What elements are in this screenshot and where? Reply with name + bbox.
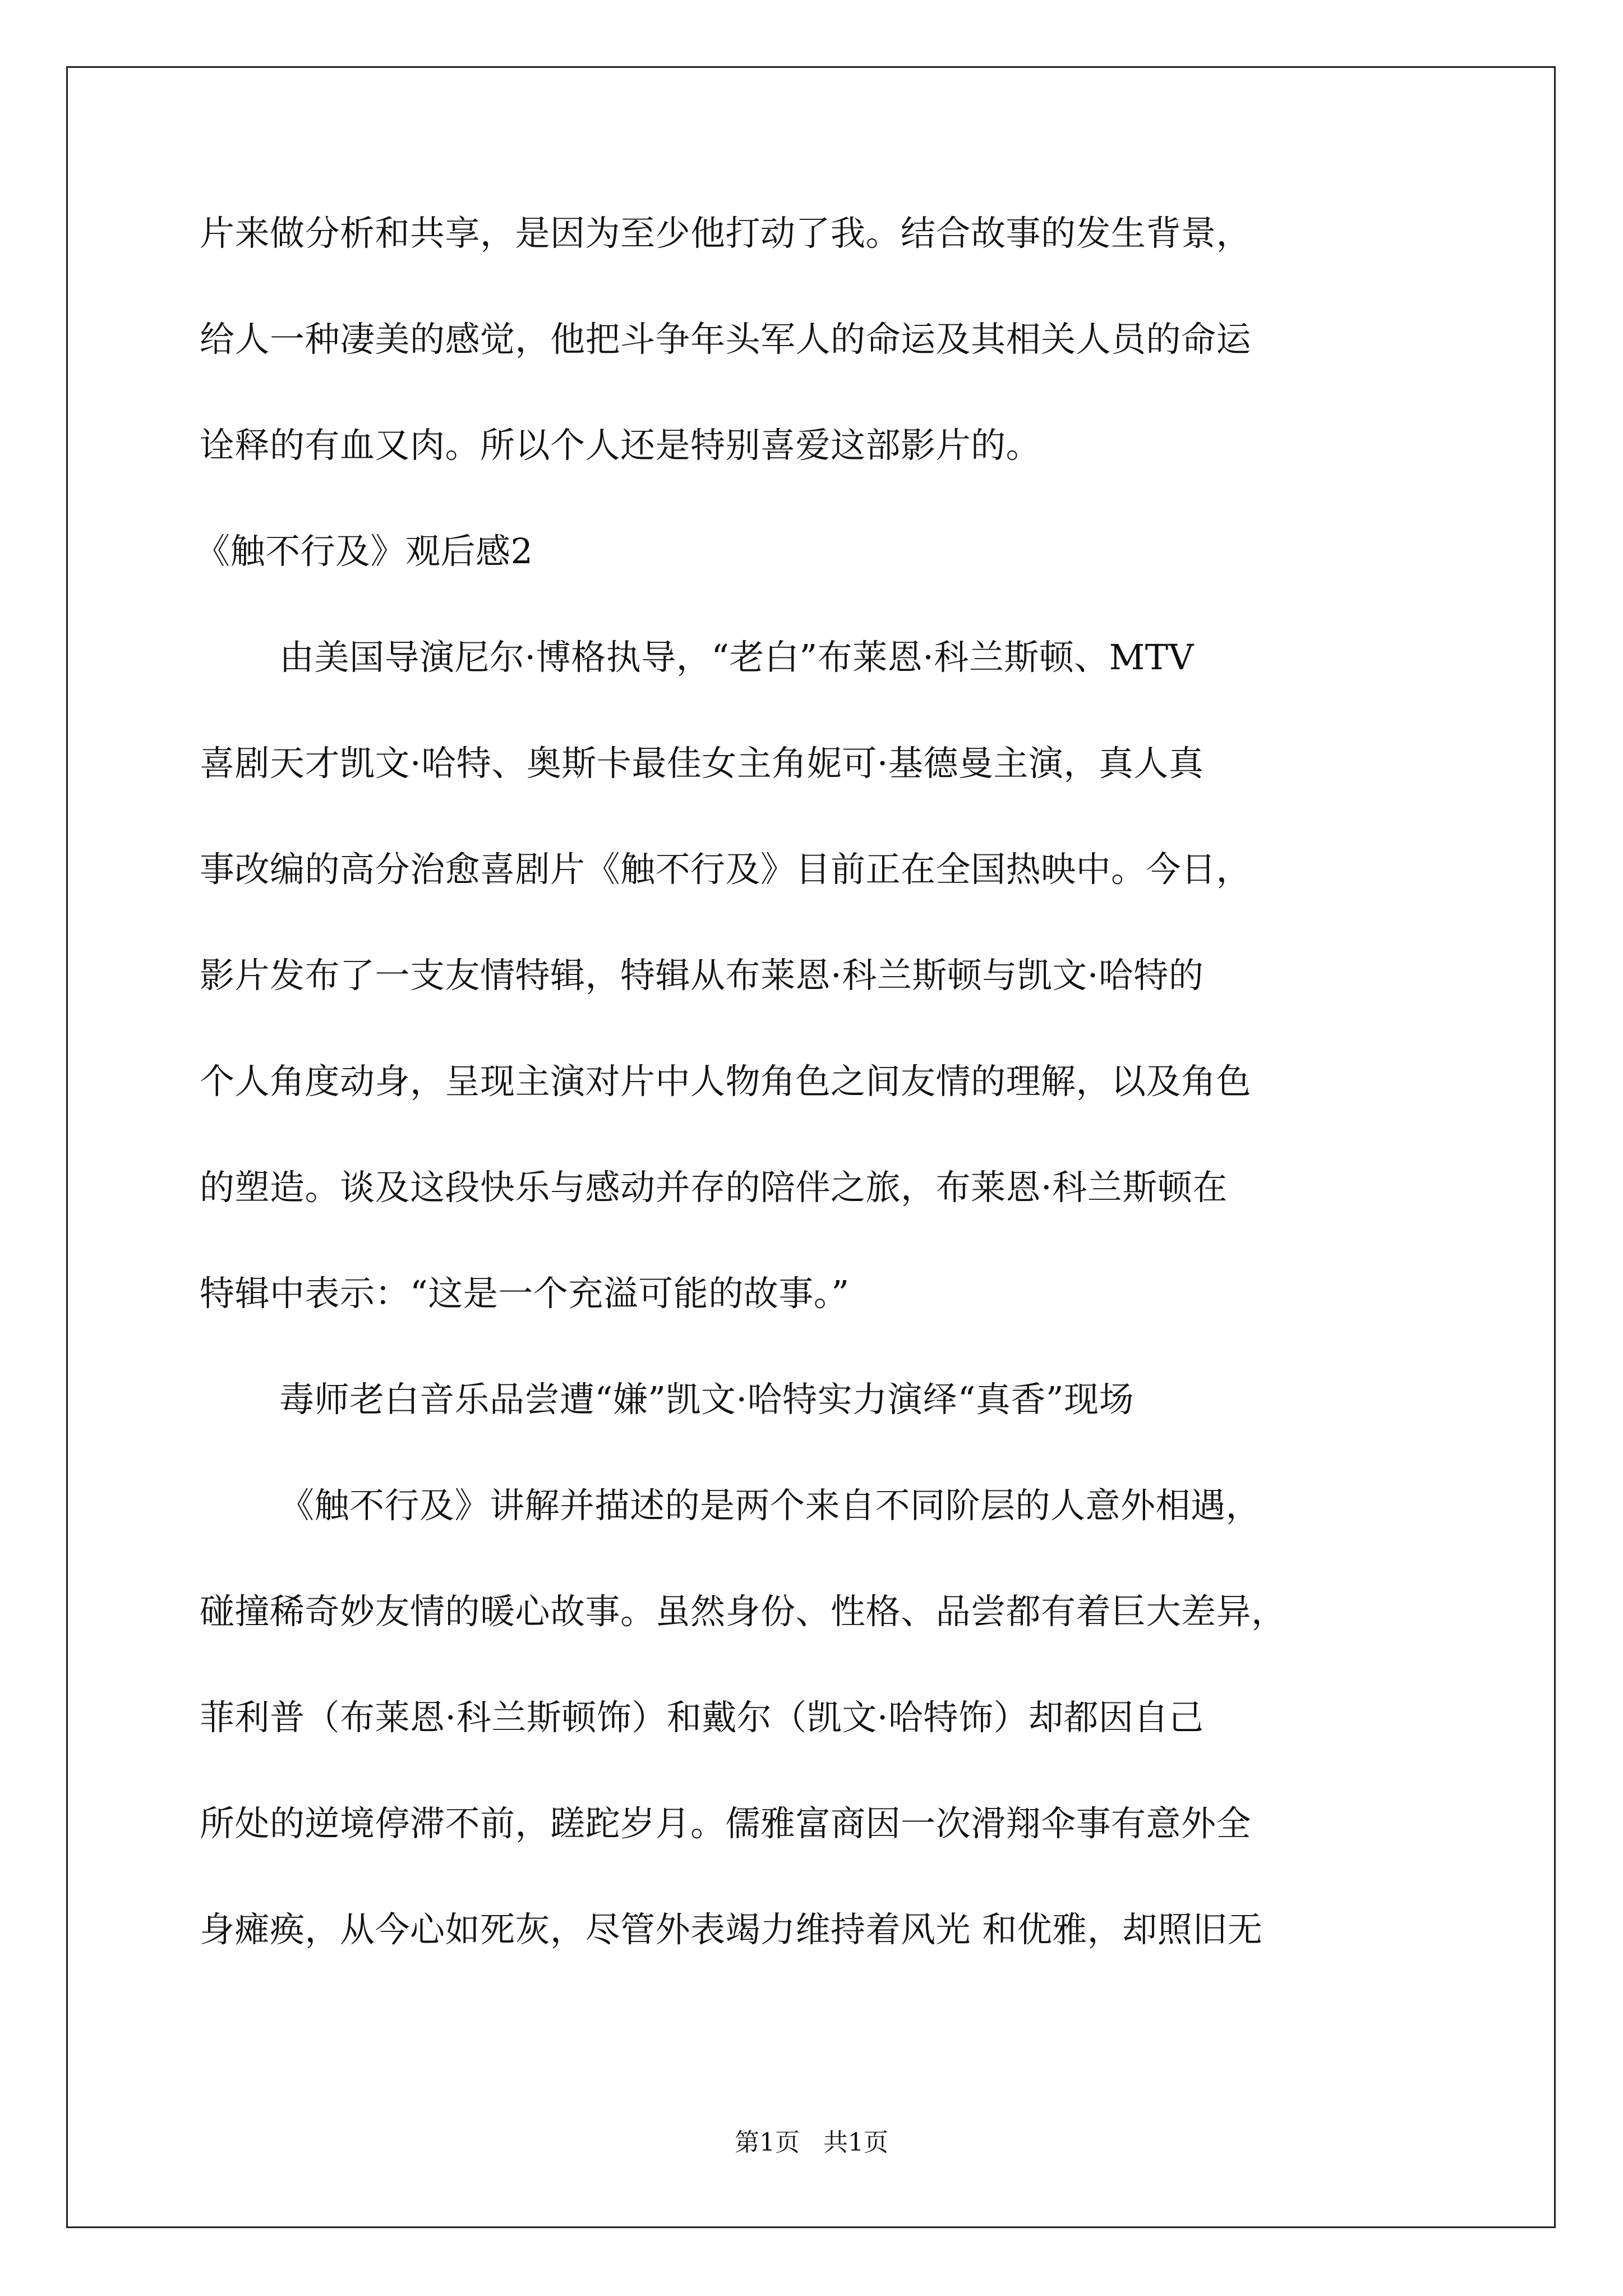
paragraph-2-line-6: 的塑造。谈及这段快乐与感动并存的陪伴之旅，布莱恩·科兰斯顿在	[200, 1167, 1228, 1208]
paragraph-4-line-4: 所处的逆境停滞不前，蹉跎岁月。儒雅富商因一次滑翔伞事有意外全	[200, 1803, 1252, 1844]
paragraph-2-line-5: 个人角度动身，呈现主演对片中人物角色之间友情的理解，以及角色	[200, 1061, 1252, 1102]
paragraph-2-line-7: 特辑中表示：“这是一个充溢可能的故事。”	[200, 1273, 850, 1314]
paragraph-1-line-2: 给人一种凄美的感觉，他把斗争年头军人的命运及其相关人员的命运	[200, 319, 1252, 360]
page-footer: 第1页 共1页	[735, 2128, 888, 2157]
paragraph-2-line-2: 喜剧天才凯文·哈特、奥斯卡最佳女主角妮可·基德曼主演，真人真	[200, 743, 1204, 784]
paragraph-2-line-1: 由美国导演尼尔·博格执导，“老白”布莱恩·科兰斯顿、MTV	[279, 637, 1194, 678]
paragraph-4-line-1: 《触不行及》讲解并描述的是两个来自不同阶层的人意外相遇，	[279, 1485, 1261, 1526]
paragraph-1-line-3: 诠释的有血又肉。所以个人还是特别喜爱这部影片的。	[200, 425, 1041, 466]
section-heading: 《触不行及》观后感2	[195, 531, 533, 572]
paragraph-3-line-1: 毒师老白音乐品尝遭“嫌”凯文·哈特实力演绎“真香”现场	[279, 1379, 1134, 1420]
paragraph-4-line-3: 菲利普（布莱恩·科兰斯顿饰）和戴尔（凯文·哈特饰）却都因自己	[200, 1697, 1204, 1738]
paragraph-1-line-1: 片来做分析和共享，是因为至少他打动了我。结合故事的发生背景，	[200, 213, 1252, 254]
paragraph-4-line-5: 身瘫痪，从今心如死灰，尽管外表竭力维持着风光 和优雅，却照旧无	[200, 1909, 1263, 1950]
paragraph-2-line-4: 影片发布了一支友情特辑，特辑从布莱恩·科兰斯顿与凯文·哈特的	[200, 955, 1204, 996]
paragraph-2-line-3: 事改编的高分治愈喜剧片《触不行及》目前正在全国热映中。今日，	[200, 849, 1252, 890]
paragraph-4-line-2: 碰撞稀奇妙友情的暖心故事。虽然身份、性格、品尝都有着巨大差异，	[200, 1591, 1287, 1632]
page-border	[66, 66, 1556, 2228]
